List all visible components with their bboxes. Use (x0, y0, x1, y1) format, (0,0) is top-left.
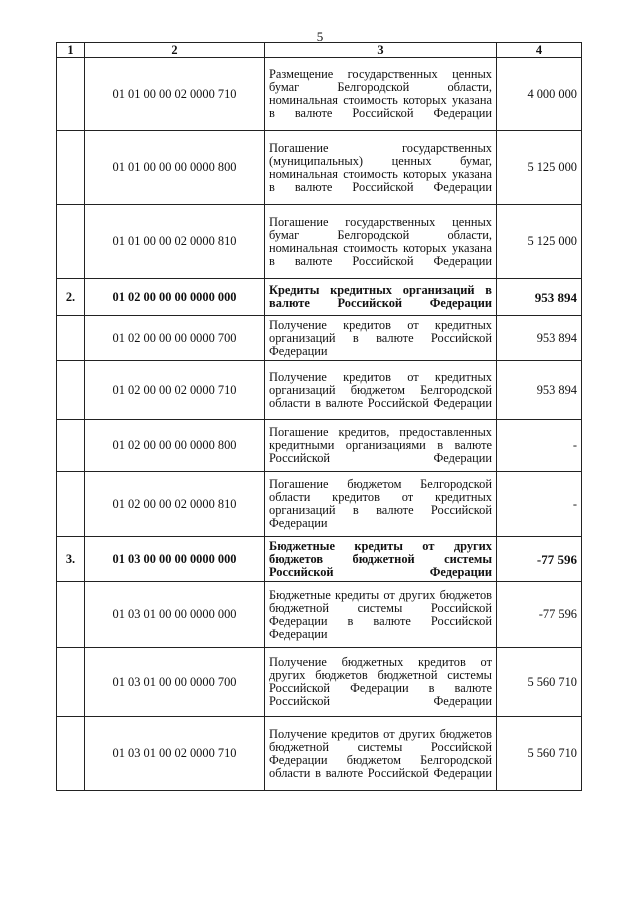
row-number (57, 717, 85, 791)
row-amount: 4 000 000 (497, 58, 582, 131)
budget-code: 01 02 00 00 02 0000 810 (85, 472, 265, 537)
row-amount: 5 560 710 (497, 648, 582, 717)
row-description: Бюджетные кредиты от других бюджетов бюджетной системы Российской Федерации (265, 537, 497, 582)
row-amount: - (497, 420, 582, 472)
row-amount: -77 596 (497, 537, 582, 582)
table-body (57, 58, 582, 791)
row-description: Погашение кредитов, предоставленных кредитными организациями в валюте Российской Федерации (265, 420, 497, 472)
row-description: Получение бюджетных кредитов от других бюджетов бюджетной системы Российской Федерации в валюте Российской Федерации (265, 648, 497, 717)
row-description: Получение кредитов от кредитных организаций бюджетом Белгородской области в валюте Российской Федерации (265, 361, 497, 420)
page-number: 5 (316, 29, 324, 44)
table-row (57, 279, 582, 316)
row-description: Получение кредитов от других бюджетов бюджетной системы Российской Федерации бюджетом Белгородской области в валюте Российской Федерации (265, 717, 497, 791)
row-description: Получение кредитов от кредитных организаций в валюте Российской Федерации (265, 316, 497, 361)
budget-code: 01 02 00 00 00 0000 800 (85, 420, 265, 472)
row-number: 3. (57, 537, 85, 582)
budget-code: 01 01 00 00 00 0000 800 (85, 131, 265, 205)
table-row (57, 420, 582, 472)
table-row (57, 131, 582, 205)
row-amount: -77 596 (497, 582, 582, 648)
row-number (57, 361, 85, 420)
row-number (57, 205, 85, 279)
table-row (57, 472, 582, 537)
row-number: 2. (57, 279, 85, 316)
row-amount: 953 894 (497, 279, 582, 316)
table-row (57, 58, 582, 131)
budget-code: 01 03 01 00 02 0000 710 (85, 717, 265, 791)
budget-sources-table (56, 42, 582, 791)
table-row (57, 316, 582, 361)
column-header-4: 4 (497, 43, 582, 58)
row-description: Кредиты кредитных организаций в валюте Российской Федерации (265, 279, 497, 316)
budget-code: 01 02 00 00 00 0000 000 (85, 279, 265, 316)
budget-code: 01 03 01 00 00 0000 700 (85, 648, 265, 717)
row-number (57, 58, 85, 131)
row-description: Бюджетные кредиты от других бюджетов бюджетной системы Российской Федерации в валюте Российской Федерации (265, 582, 497, 648)
table-row (57, 717, 582, 791)
row-description: Размещение государственных ценных бумаг Белгородской области, номинальная стоимость которых указана в валюте Российской Федерации (265, 58, 497, 131)
table-row (57, 582, 582, 648)
row-number (57, 420, 85, 472)
row-amount: 953 894 (497, 316, 582, 361)
row-description: Погашение бюджетом Белгородской области кредитов от кредитных организаций в валюте Российской Федерации (265, 472, 497, 537)
budget-code: 01 01 00 00 02 0000 810 (85, 205, 265, 279)
row-amount: 5 125 000 (497, 205, 582, 279)
table-header-row (57, 43, 582, 58)
budget-code: 01 03 00 00 00 0000 000 (85, 537, 265, 582)
row-description: Погашение государственных (муниципальных) ценных бумаг, номинальная стоимость которых указана в валюте Российской Федерации (265, 131, 497, 205)
table-row (57, 361, 582, 420)
column-header-1: 1 (57, 43, 85, 58)
row-description: Погашение государственных ценных бумаг Белгородской области, номинальная стоимость которых указана в валюте Российской Федерации (265, 205, 497, 279)
row-amount: - (497, 472, 582, 537)
row-amount: 5 560 710 (497, 717, 582, 791)
column-header-2: 2 (85, 43, 265, 58)
budget-code: 01 01 00 00 02 0000 710 (85, 58, 265, 131)
row-number (57, 316, 85, 361)
row-number (57, 648, 85, 717)
table-row (57, 648, 582, 717)
row-number (57, 131, 85, 205)
budget-code: 01 02 00 00 02 0000 710 (85, 361, 265, 420)
column-header-3: 3 (265, 43, 497, 58)
table-row (57, 205, 582, 279)
table-row (57, 537, 582, 582)
budget-code: 01 02 00 00 00 0000 700 (85, 316, 265, 361)
budget-code: 01 03 01 00 00 0000 000 (85, 582, 265, 648)
row-number (57, 582, 85, 648)
row-amount: 953 894 (497, 361, 582, 420)
row-amount: 5 125 000 (497, 131, 582, 205)
row-number (57, 472, 85, 537)
